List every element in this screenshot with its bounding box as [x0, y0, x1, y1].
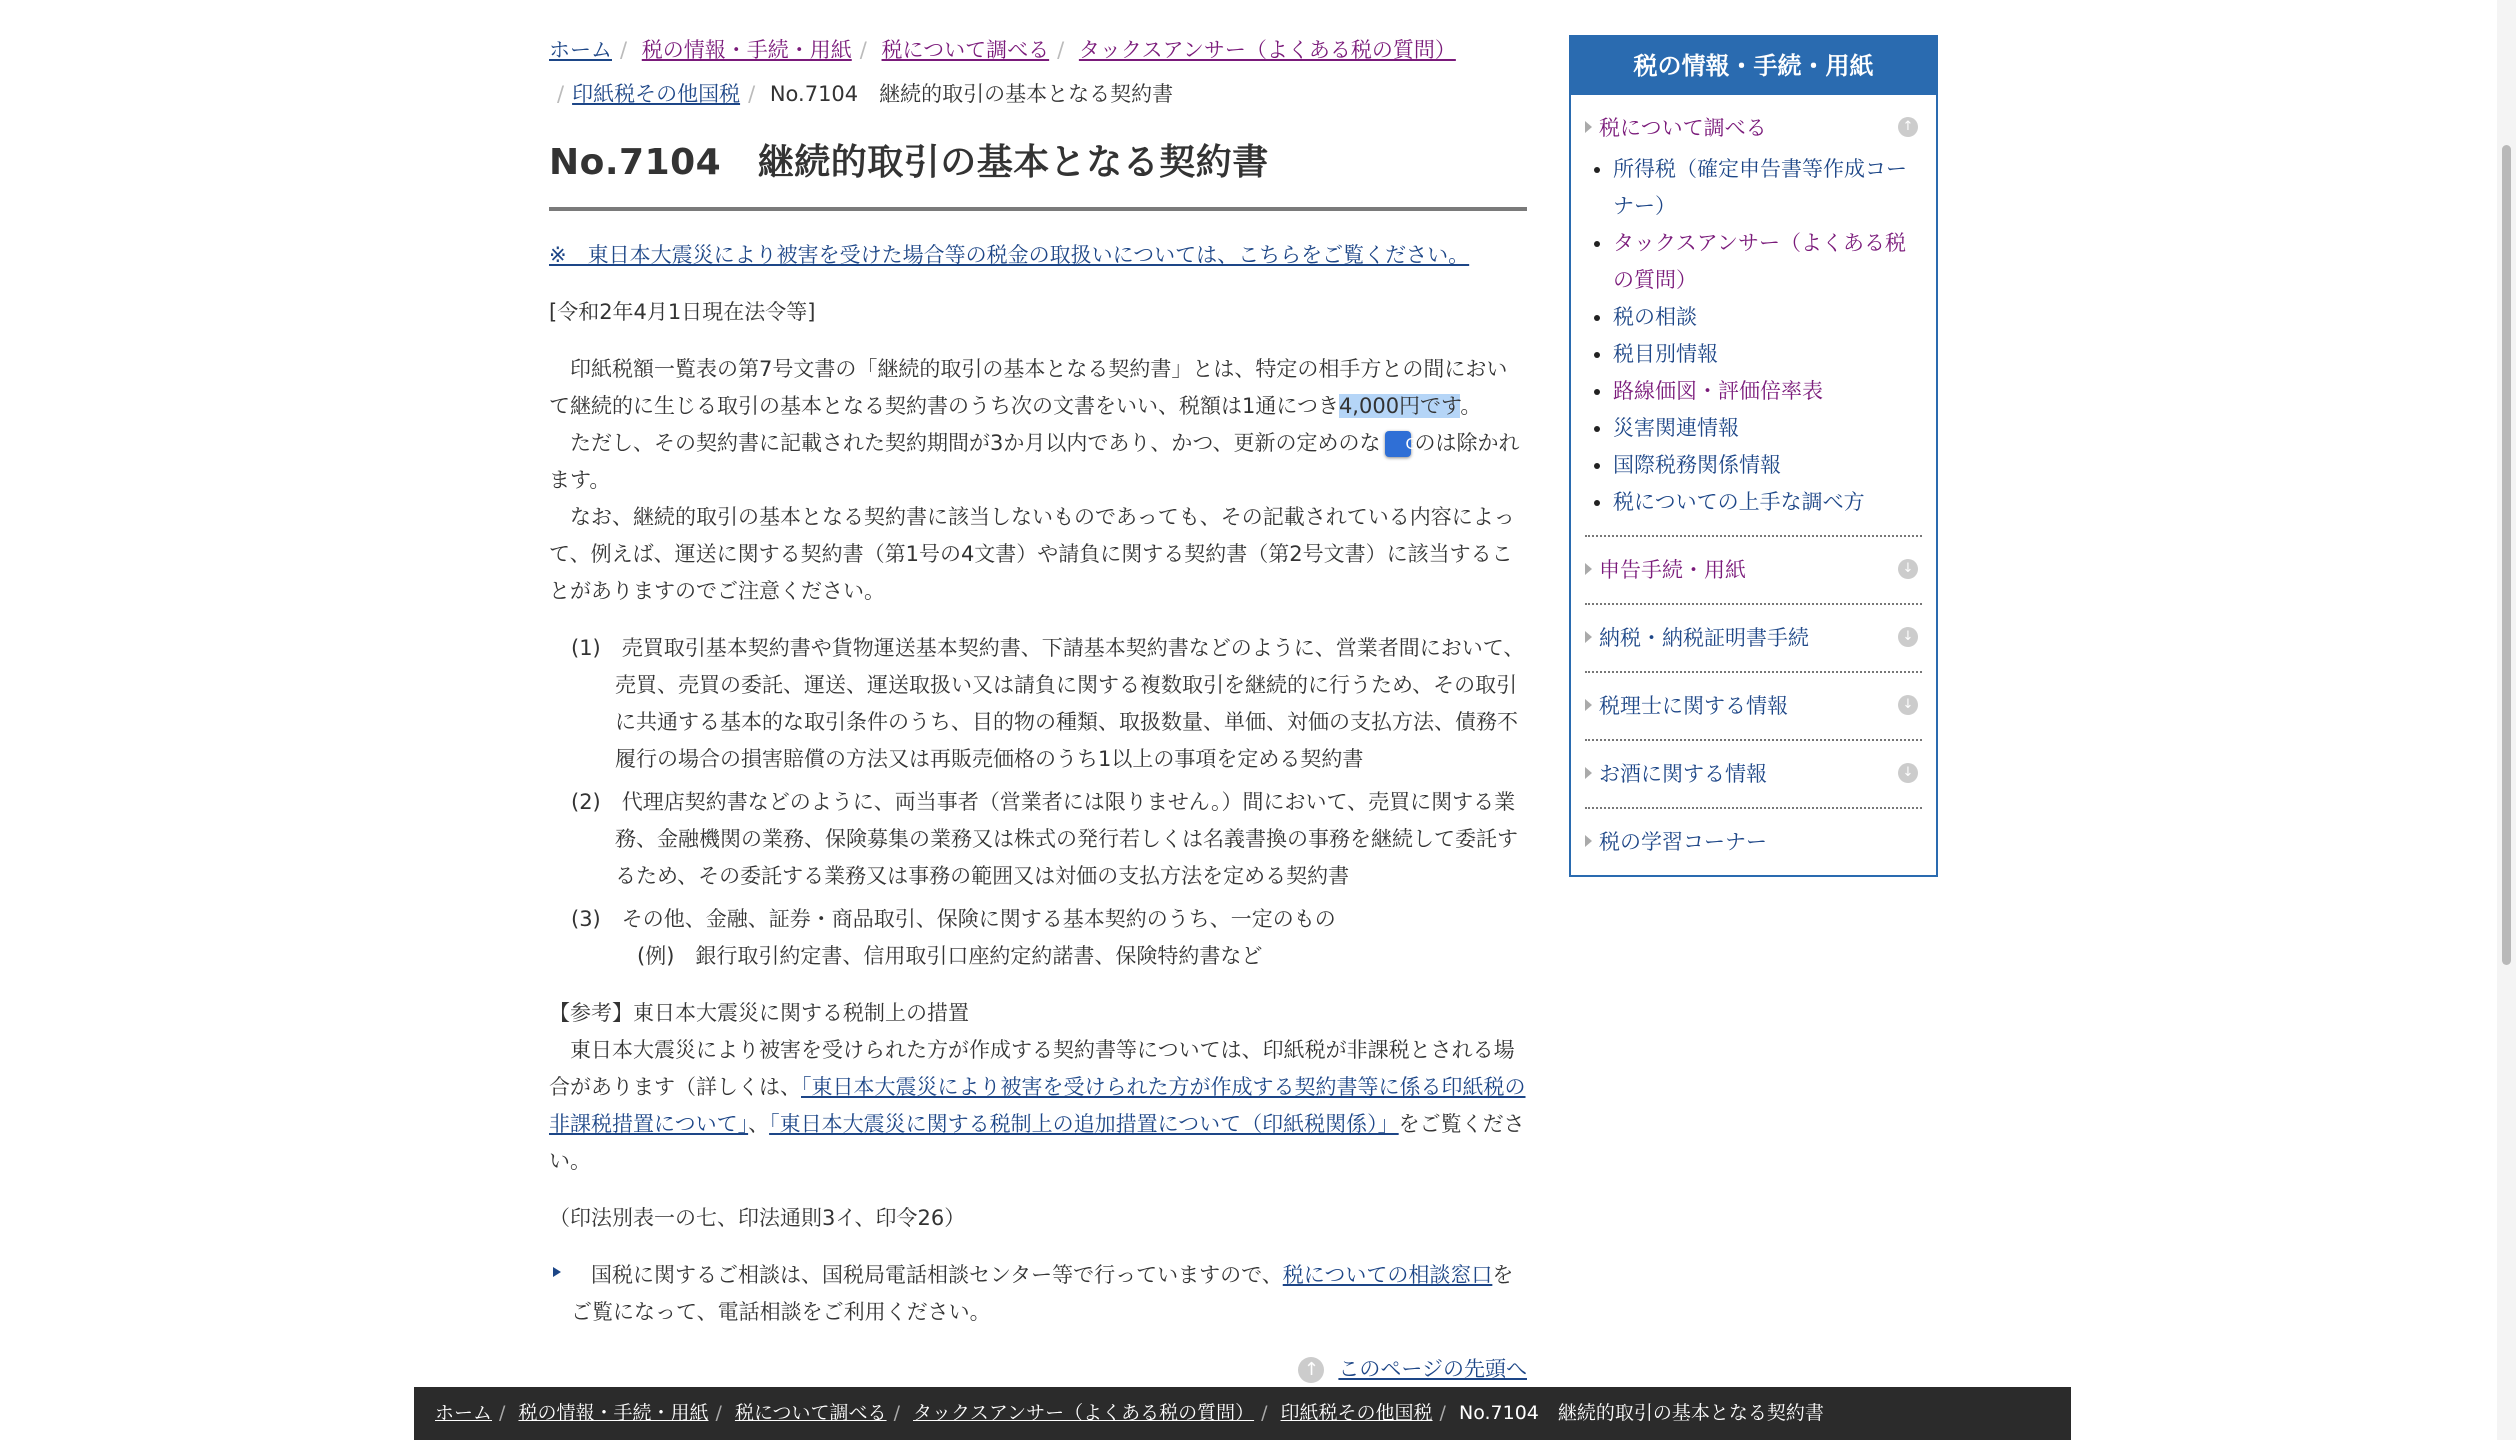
triangle-icon [1585, 835, 1592, 847]
sidebar [1569, 35, 1938, 877]
sidebar-section [1585, 673, 1922, 741]
item-number: (3) [571, 907, 601, 931]
breadcrumb-tax-answer[interactable]: タックスアンサー（よくある税の質問） [1078, 38, 1456, 62]
triangle-icon [1585, 631, 1592, 643]
section-label[interactable]: お酒に関する情報 [1599, 762, 1767, 786]
expand-icon[interactable]: ↓ [1898, 763, 1918, 783]
section-label[interactable]: 税の学習コーナー [1599, 830, 1767, 854]
consultation-note [549, 1257, 1527, 1331]
sidebar-section-filing[interactable] [1585, 547, 1922, 593]
breadcrumb-current: No.7104 継続的取引の基本となる契約書 [769, 82, 1174, 106]
sidebar-section [1585, 741, 1922, 809]
para1-text: 印紙税額一覧表の第7号文書の「継続的取引の基本となる契約書」とは、特定の相手方との間において継続的に生じる取引の基本となる契約書のうち次の文書をいい、税額は1通につき [549, 357, 1508, 418]
page-title: No.7104 継続的取引の基本となる契約書 [549, 134, 1527, 211]
breadcrumb: ホーム / 税の情報・手続・用紙 / 税について調べる / タックスアンサー（よくある税の質問） / 印紙税その他国税 / No.7104 継続的取引の基本となる契約書 [549, 38, 1456, 106]
consultation-link[interactable]: 税についての相談窓口 [1282, 1263, 1493, 1287]
sidebar-section [1585, 809, 1922, 875]
footer-breadcrumb-home[interactable]: ホーム [435, 1402, 493, 1424]
disaster-notice-link[interactable]: ※ 東日本大震災により被害を受けた場合等の税金の取扱いについては、こちらをご覧ください。 [549, 243, 1470, 267]
consult-text-b: をご覧になって、電話相談をご利用ください。 [571, 1263, 1514, 1324]
selected-text[interactable]: 4,000円です [1338, 394, 1461, 418]
para2-text: ただし、その契約書に記載された契約期間が3か月以内であり、かつ、更新の定めのな [570, 431, 1381, 455]
law-date: [令和2年4月1日現在法令等] [549, 300, 816, 324]
sidebar-link-howto[interactable]: • 税についての上手な調べ方 [1613, 484, 1922, 521]
triangle-icon [1585, 121, 1592, 133]
arrow-up-icon: ↑ [1298, 1357, 1324, 1383]
main-content [549, 28, 1527, 1388]
item-text: その他、金融、証券・商品取引、保険に関する基本契約のうち、一定のもの [621, 907, 1336, 931]
scrollbar-thumb[interactable] [2502, 145, 2511, 965]
section-label[interactable]: 納税・納税証明書手続 [1599, 626, 1809, 650]
page-top [549, 1351, 1527, 1388]
item-number: (2) [571, 790, 601, 814]
reference-text-a: 東日本大震災により被害を受けられた方が作成する契約書等については、印紙税が非課税とされる場合があります（詳しくは、 [549, 1038, 1515, 1099]
reference-text-b: をご覧ください。 [549, 1112, 1525, 1173]
item-text: 売買取引基本契約書や貨物運送基本契約書、下請基本契約書などのように、営業者間において、売買、売買の委託、運送、運送取扱い又は請負に関する複数取引を継続的に行うため、その取引に共通する基本的な取引条件のうち、目的物の種類、取扱数量、単価、対価の支払方法、債務不履行の場合の損害賠償の方法又は再販売価格のうち1以上の事項を定める契約書 [615, 636, 1525, 771]
additional-measures-link[interactable]: 「東日本大震災に関する税制上の追加措置について（印紙税関係）」 [769, 1112, 1399, 1136]
list-item [571, 630, 1527, 778]
triangle-icon [1585, 699, 1592, 711]
item-example: (例) 銀行取引約定書、信用取引口座約定約諾書、保険特約書など [637, 944, 1263, 968]
exemption-link[interactable]: 「東日本大震災により被害を受けられた方が作成する契約書等に係る印紙税の非課税措置について」 [549, 1075, 1526, 1136]
sidebar-sublist [1585, 151, 1922, 521]
sidebar-link-consultation[interactable]: • 税の相談 [1613, 299, 1922, 336]
list-item [571, 901, 1527, 975]
breadcrumb-research[interactable]: 税について調べる [881, 38, 1050, 62]
footer-breadcrumb-stamp-tax[interactable]: 印紙税その他国税 [1280, 1402, 1433, 1424]
sidebar-section [1585, 537, 1922, 605]
triangle-icon [1585, 563, 1592, 575]
item-number: (1) [571, 636, 601, 660]
bullet-triangle-icon [553, 1267, 561, 1277]
section-label[interactable]: 税理士に関する情報 [1599, 694, 1788, 718]
back-to-top-link[interactable]: このページの先頭へ [1338, 1357, 1527, 1381]
sidebar-section-accountant[interactable] [1585, 683, 1922, 729]
sidebar-link-international[interactable]: • 国際税務関係情報 [1613, 447, 1922, 484]
expand-icon[interactable]: ↓ [1898, 695, 1918, 715]
list-item [571, 784, 1527, 895]
sidebar-link-disaster[interactable]: • 災害関連情報 [1613, 410, 1922, 447]
paragraph-note: なお、継続的取引の基本となる契約書に該当しないものであっても、その記載されている内容によって、例えば、運送に関する契約書（第1号の4文書）や請負に関する契約書（第2号文書）に該当することがありますのでご注意ください。 [549, 505, 1515, 603]
law-citation: （印法別表一の七、印法通則3イ、印令26） [549, 1206, 966, 1230]
triangle-icon [1585, 767, 1592, 779]
section-label[interactable]: 申告手続・用紙 [1599, 558, 1746, 582]
breadcrumb-home[interactable]: ホーム [549, 38, 612, 62]
translate-icon[interactable]: G [1385, 431, 1411, 457]
sidebar-link-by-tax[interactable]: • 税目別情報 [1613, 336, 1922, 373]
reference-text [549, 1032, 1527, 1180]
sidebar-link-tax-answer[interactable]: • タックスアンサー（よくある税の質問） [1613, 225, 1922, 299]
consult-text-a: 国税に関するご相談は、国税局電話相談センター等で行っていますので、 [591, 1263, 1283, 1287]
collapse-icon[interactable]: ↑ [1898, 117, 1918, 137]
sidebar-section [1585, 95, 1922, 537]
paragraph-exception [549, 425, 1527, 499]
sidebar-title: 税の情報・手続・用紙 [1571, 37, 1936, 95]
sidebar-section-payment[interactable] [1585, 615, 1922, 661]
para1-end: 。 [1460, 394, 1482, 418]
item-text: 代理店契約書などのように、両当事者（営業者には限りません。）間において、売買に関する業務、金融機関の業務、保険募集の業務又は株式の発行若しくは名義書換の事務を継続して委託するため、その委託する業務又は事務の範囲又は対価の支払方法を定める契約書 [615, 790, 1518, 888]
section-label[interactable]: 税について調べる [1599, 116, 1767, 140]
sidebar-section [1585, 605, 1922, 673]
breadcrumb-stamp-tax[interactable]: 印紙税その他国税 [572, 82, 741, 106]
sidebar-link-rosenka[interactable]: • 路線価図・評価倍率表 [1613, 373, 1922, 410]
sidebar-section-learning[interactable] [1585, 819, 1922, 865]
scrollbar[interactable] [2497, 0, 2516, 1440]
footer-breadcrumb-tax-answer[interactable]: タックスアンサー（よくある税の質問） [913, 1402, 1255, 1424]
expand-icon[interactable]: ↓ [1898, 627, 1918, 647]
sidebar-section-liquor[interactable] [1585, 751, 1922, 797]
footer-breadcrumb: ホーム / 税の情報・手続・用紙 / 税について調べる / タックスアンサー（よくある税の質問） / 印紙税その他国税 / No.7104 継続的取引の基本となる契約書 [414, 1387, 2071, 1440]
sidebar-link-income-tax[interactable]: • 所得税（確定申告書等作成コーナー） [1613, 151, 1922, 225]
footer-breadcrumb-research[interactable]: 税について調べる [734, 1402, 887, 1424]
reference-heading: 【参考】東日本大震災に関する税制上の措置 [549, 1001, 969, 1025]
para2-text-end: のは除かれます。 [549, 431, 1520, 492]
footer-breadcrumb-tax-info[interactable]: 税の情報・手続・用紙 [518, 1402, 709, 1424]
paragraph-definition [549, 351, 1527, 425]
reference-sep: 、 [748, 1112, 770, 1136]
breadcrumb-tax-info[interactable]: 税の情報・手続・用紙 [641, 38, 852, 62]
expand-icon[interactable]: ↓ [1898, 559, 1918, 579]
sidebar-section-research[interactable] [1585, 105, 1922, 151]
contract-types-list [549, 630, 1527, 975]
footer-breadcrumb-current: No.7104 継続的取引の基本となる契約書 [1459, 1402, 1824, 1424]
